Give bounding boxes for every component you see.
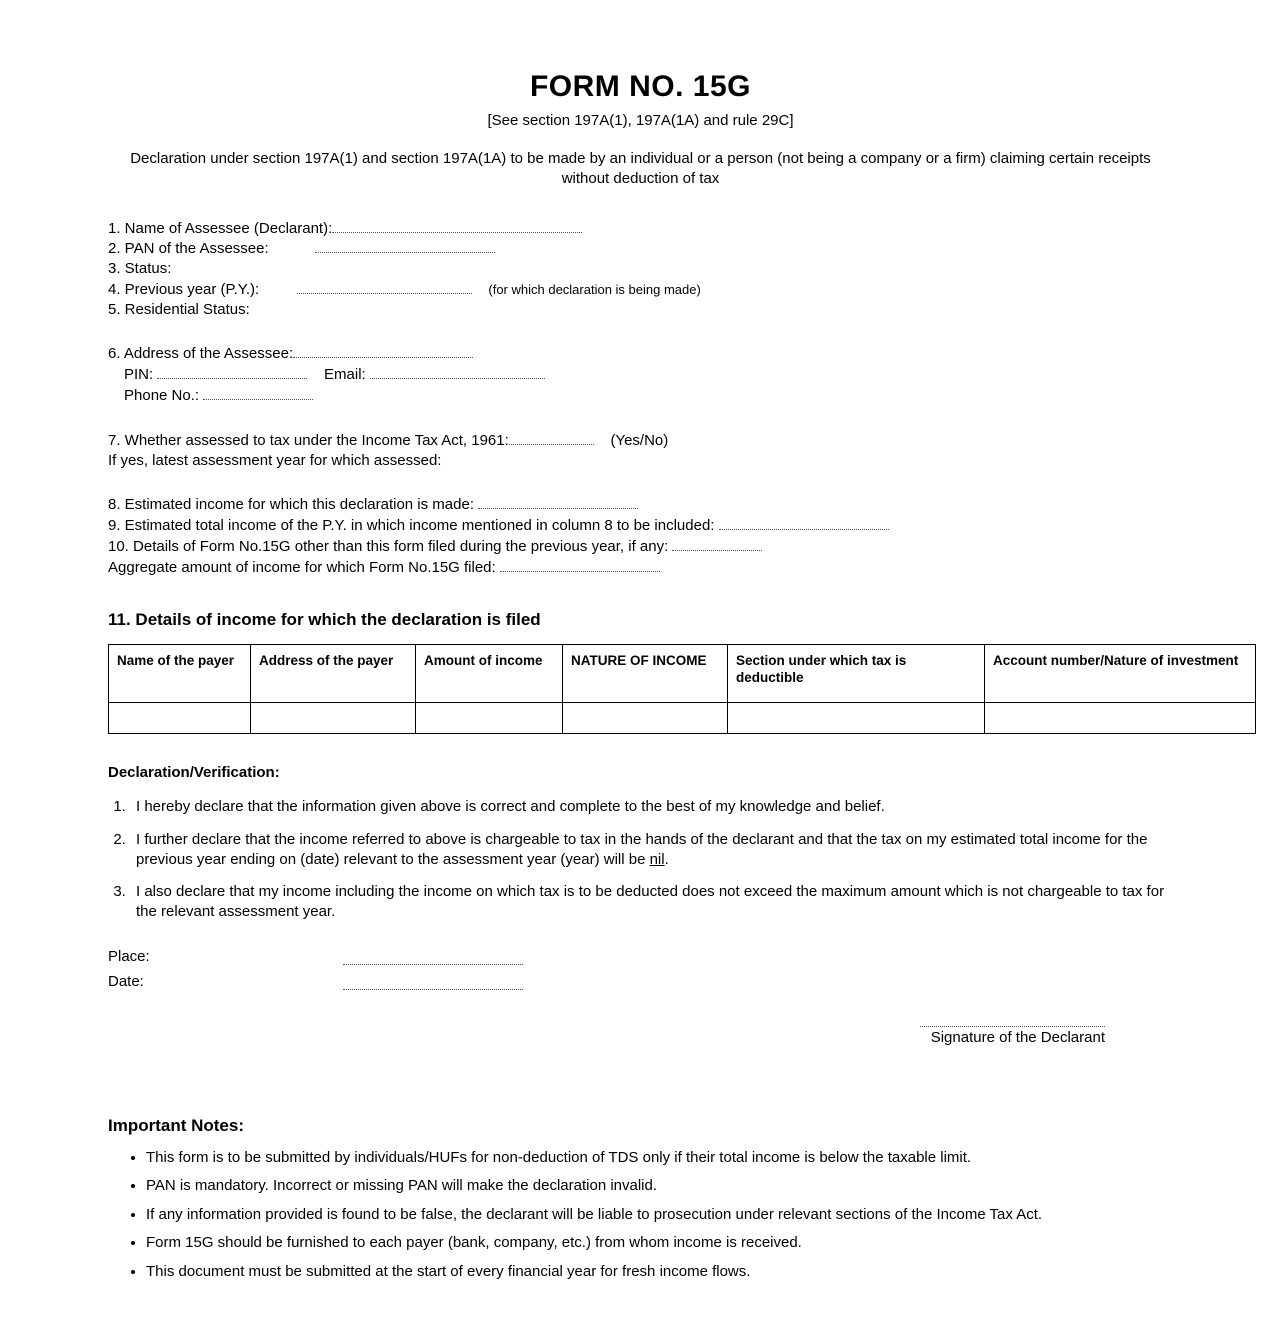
field-pin-input[interactable] (157, 364, 307, 379)
note-item-2: • PAN is mandatory. Incorrect or missing PAN will make the declaration invalid. (146, 1176, 1173, 1196)
field-phone-row (108, 385, 1173, 406)
field-pin-email-row (108, 364, 1173, 385)
date-input[interactable] (343, 975, 523, 990)
declaration-heading: Declaration/Verification: (108, 764, 280, 782)
field-status (108, 259, 1173, 279)
signature-area (108, 948, 1173, 1046)
place-row (108, 948, 1173, 965)
field-phone-label: Phone No.: (124, 387, 200, 405)
date-row (108, 973, 1173, 990)
spacer (108, 470, 1173, 494)
column-header-name-of-payer: Name of the payer (109, 644, 251, 703)
declarant-signature-block (108, 1012, 1173, 1046)
field-status-label: 3. Status: (108, 260, 172, 278)
column-header-nature-of-income: NATURE OF INCOME (563, 644, 728, 703)
field-pan (108, 238, 1173, 259)
field-previous-year-label: 4. Previous year (P.Y.): (108, 280, 260, 298)
cell-account-number[interactable] (985, 703, 1256, 734)
cell-name-of-payer[interactable] (109, 703, 251, 734)
field-email-input[interactable] (370, 364, 545, 379)
field-address-label: 6. Address of the Assessee: (108, 345, 294, 363)
place-input[interactable] (343, 950, 523, 965)
field-other-15g-details-input[interactable] (672, 536, 762, 551)
field-pan-input[interactable] (315, 238, 495, 253)
cell-section-deductible[interactable] (728, 703, 985, 734)
form-reference-subtitle: [See section 197A(1), 197A(1A) and rule 29C] (487, 112, 794, 129)
field-aggregate-amount-input[interactable] (500, 557, 660, 572)
note-item-5: • This document must be submitted at the start of every financial year for fresh income flows. (146, 1262, 1173, 1282)
date-label: Date: (108, 972, 144, 990)
field-previous-year-input[interactable] (297, 279, 472, 294)
spacer (108, 406, 1173, 430)
field-estimated-income-label: 8. Estimated income for which this declaration is made: (108, 496, 474, 514)
signature-caption: Signature of the Declarant (930, 1028, 1105, 1046)
field-estimated-total-income (108, 515, 1173, 536)
place-label: Place: (108, 947, 150, 965)
cell-nature-of-income[interactable] (563, 703, 728, 734)
field-previous-year-note: (for which declaration is being made) (488, 281, 701, 297)
notes-list (108, 1148, 1173, 1282)
field-previous-year (108, 279, 1173, 300)
note-item-4: • Form 15G should be furnished to each payer (bank, company, etc.) from whom income is received. (146, 1233, 1173, 1253)
field-phone-input[interactable] (203, 385, 313, 400)
declaration-item-2: 2. I further declare that the income referred to above is chargeable to tax in the hands of the declarant and that the tax on my estimated total income for the previous year ending on (date) relevant to the assessment year (year) will be nil. (130, 830, 1173, 870)
page-title: FORM NO. 15G (529, 70, 752, 103)
notes-heading: Important Notes: (108, 1115, 244, 1135)
field-residential-status (108, 300, 1173, 320)
field-other-15g-details (108, 536, 1173, 557)
field-assessed-to-tax-input[interactable] (509, 430, 594, 445)
field-estimated-total-income-input[interactable] (719, 515, 889, 530)
field-aggregate-amount (108, 557, 1173, 578)
note-item-3: • If any information provided is found to be false, the declarant will be liable to prosecution under relevant sections of the Income Tax Act. (146, 1205, 1173, 1225)
field-address (108, 343, 1173, 364)
column-header-address-of-payer: Address of the payer (251, 644, 416, 703)
field-assessed-to-tax-label: 7. Whether assessed to tax under the Income Tax Act, 1961: (108, 431, 509, 449)
declaration-item-1: 1. I hereby declare that the information given above is correct and complete to the best of my knowledge and belief. (130, 797, 1173, 817)
field-name-of-assessee-label: 1. Name of Assessee (Declarant): (108, 219, 333, 237)
field-residential-status-label: 5. Residential Status: (108, 300, 250, 318)
note-item-1: • This form is to be submitted by individuals/HUFs for non-deduction of TDS only if their total income is below the taxable limit. (146, 1148, 1173, 1168)
field-estimated-income-input[interactable] (478, 494, 638, 509)
column-header-account-number: Account number/Nature of investment (985, 644, 1256, 703)
declaration-item-3: 3. I also declare that my income including the income on which tax is to be deducted does not exceed the maximum amount which is not chargeable to tax for the relevant assessment year. (130, 882, 1173, 922)
cell-address-of-payer[interactable] (251, 703, 416, 734)
column-header-section-deductible: Section under which tax is deductible (728, 644, 985, 703)
column-header-amount-of-income: Amount of income (416, 644, 563, 703)
field-aggregate-amount-label: Aggregate amount of income for which Form No.15G filed: (108, 558, 496, 576)
field-assessed-to-tax-note: (Yes/No) (610, 431, 669, 449)
table-row[interactable] (109, 703, 1256, 734)
field-latest-assessment-year-label: If yes, latest assessment year for which assessed: (108, 451, 442, 469)
signature-input[interactable] (920, 1012, 1105, 1027)
field-email-label: Email: (324, 366, 366, 384)
table-header-row (109, 644, 1256, 703)
field-estimated-total-income-label: 9. Estimated total income of the P.Y. in which income mentioned in column 8 to be included: (108, 517, 715, 535)
field-latest-assessment-year (108, 451, 1173, 471)
field-pan-label: 2. PAN of the Assessee: (108, 240, 269, 258)
field-pin-label: PIN: (124, 366, 154, 384)
income-section-heading: 11. Details of income for which the declaration is filed (108, 609, 541, 629)
income-details-table (108, 644, 1256, 735)
field-name-of-assessee-input[interactable] (332, 218, 582, 233)
form-intro-paragraph: Declaration under section 197A(1) and section 197A(1A) to be made by an individual or a person (not being a company or a firm) claiming certain receipts without deduction of tax (130, 150, 1151, 188)
field-estimated-income (108, 494, 1173, 515)
field-address-input[interactable] (293, 343, 473, 358)
declaration-list (108, 797, 1173, 921)
spacer (108, 319, 1173, 343)
field-assessed-to-tax (108, 430, 1173, 451)
cell-amount-of-income[interactable] (416, 703, 563, 734)
field-name-of-assessee (108, 218, 1173, 239)
field-other-15g-details-label: 10. Details of Form No.15G other than this form filed during the previous year, if any: (108, 538, 669, 556)
